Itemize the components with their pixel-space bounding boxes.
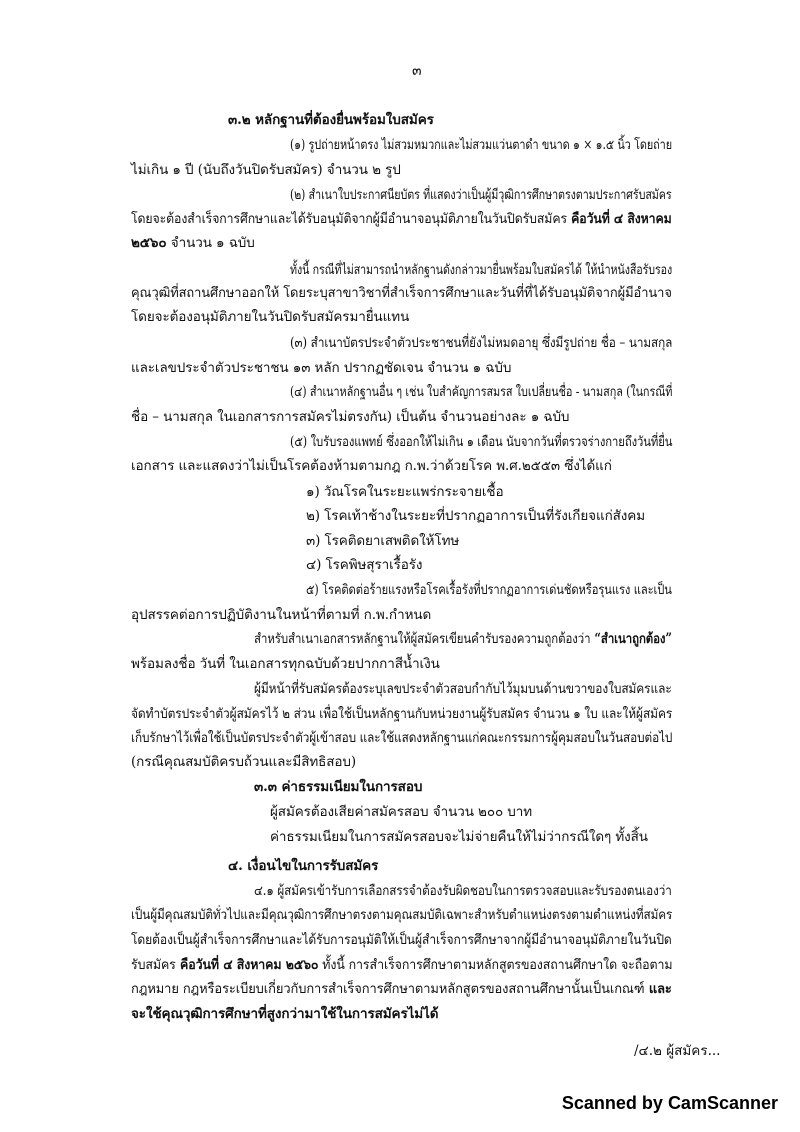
line-text: ๓.๓ ค่าธรรมเนียมในการสอบ: [254, 779, 423, 795]
line-text: อุปสรรคต่อการปฏิบัติงานในหน้าที่ตามที่ ก.พ.กำหนด: [131, 607, 432, 623]
line-text: ๓) โรคติดยาเสพติดให้โทษ: [306, 533, 460, 549]
emphasis-text: “สำเนาถูกต้อง”: [590, 631, 672, 647]
line-text: เป็นผู้มีคุณสมบัติทั่วไปและมีคุณวุฒิการศึกษาตรงตามคุณสมบัติเฉพาะสำหรับตำแหน่งตรงตามตำแหน่งที่สมัคร: [131, 907, 673, 923]
line-text: สำหรับสำเนาเอกสารหลักฐานให้ผู้สมัครเขียนคำรับรองความถูกต้องว่า: [254, 631, 591, 647]
line-text: ผู้มีหน้าที่รับสมัครต้องระบุเลขประจำตัวสอบกำกับไว้มุมบนด้านขวาของใบสมัครและ: [254, 681, 672, 697]
text-line: [131, 210, 672, 228]
text-line: [131, 408, 569, 426]
text-line: [290, 261, 672, 279]
line-text-tail: จำนวน ๑ ฉบับ: [166, 235, 255, 251]
text-line: [290, 433, 672, 451]
text-line: [270, 803, 532, 821]
next-page-reference: /๔.๒ ผู้สมัคร...: [634, 1043, 721, 1059]
scanner-watermark: Scanned by CamScanner: [561, 1093, 778, 1113]
text-line: [270, 828, 648, 846]
text-line: [131, 359, 511, 377]
emphasis-text: คือวันที่ ๔ สิงหาคม ๒๕๖๐: [175, 957, 319, 973]
text-line: [131, 655, 440, 673]
text-line: [131, 234, 255, 252]
section-heading: [228, 111, 434, 129]
text-line: [131, 1005, 438, 1023]
text-line: [131, 457, 612, 475]
line-text: ๔) โรคพิษสุราเรื้อรัง: [306, 557, 423, 573]
text-line: [290, 186, 672, 204]
line-text: ๑) วัณโรคในระยะแพร่กระจายเชื้อ: [306, 484, 504, 500]
text-line: [254, 630, 672, 648]
emphasis-text: คือวันที่ ๔ สิงหาคม: [566, 211, 672, 227]
line-text: (๒) สำเนาใบประกาศนียบัตร ที่แสดงว่าเป็นผู้มีวุฒิการศึกษาตรงตามประกาศรับสมัคร: [290, 187, 672, 203]
text-line: [306, 532, 459, 550]
emphasis-text: และ: [644, 981, 672, 997]
text-line: [131, 956, 672, 974]
line-text: ๔.๑ ผู้สมัครเข้ารับการเลือกสรรจำต้องรับผิดชอบในการตรวจสอบและรับรองตนเองว่า: [254, 883, 672, 899]
text-line: [306, 581, 672, 599]
line-text: โดยจะต้องสำเร็จการศึกษาและได้รับอนุมัติจากผู้มีอำนาจอนุมัติภายในวันปิดรับสมัคร: [131, 211, 567, 227]
line-text: (๕) ใบรับรองแพทย์ ซึ่งออกให้ไม่เกิน ๑ เดือน นับจากวันที่ตรวจร่างกายถึงวันที่ยื่น: [290, 434, 673, 450]
text-line: [131, 606, 431, 624]
section-heading: [254, 778, 422, 796]
line-text: และเลขประจำตัวประชาชน ๑๓ หลัก ปรากฏชัดเจน จำนวน ๑ ฉบับ: [131, 360, 512, 376]
line-text: ทั้งนี้ กรณีที่ไม่สามารถนำหลักฐานดังกล่าวมายื่นพร้อมใบสมัครได้ ให้นำหนังสือรับรอง: [290, 262, 673, 278]
line-text: ๔. เงื่อนไขในการรับสมัคร: [228, 858, 379, 874]
line-text: เอกสาร และแสดงว่าไม่เป็นโรคต้องห้ามตามกฎ ก.พ.ว่าด้วยโรค พ.ศ.๒๕๕๓ ซึ่งได้แก่: [131, 458, 612, 474]
line-text: ชื่อ – นามสกุล ในเอกสารการสมัครไม่ตรงกัน) เป็นต้น จำนวนอย่างละ ๑ ฉบับ: [131, 409, 570, 425]
line-text: (กรณีคุณสมบัติครบถ้วนและมีสิทธิสอบ): [131, 754, 357, 770]
text-line: [131, 931, 672, 949]
text-line: [290, 136, 672, 154]
text-line: [290, 334, 672, 352]
line-text: เก็บรักษาไว้เพื่อใช้เป็นบัตรประจำตัวผู้เข้าสอบ และใช้แสดงหลักฐานแก่คณะกรรมการผู้คุมสอบในวันสอบต่อไป: [131, 730, 673, 746]
text-line: [131, 705, 672, 723]
section-heading: [228, 857, 378, 875]
text-line: [131, 906, 672, 924]
line-text: ๕) โรคติดต่อร้ายแรงหรือโรคเรื้อรังที่ปรากฏอาการเด่นชัดหรือรุนแรง และเป็น: [306, 582, 672, 598]
text-line: [306, 556, 422, 574]
emphasis-text: จะใช้คุณวุฒิการศึกษาที่สูงกว่ามาใช้ในการสมัครไม่ได้: [131, 1006, 439, 1022]
line-text: (๑) รูปถ่ายหน้าตรง ไม่สวมหมวกและไม่สวมแว่นตาดำ ขนาด ๑ × ๑.๕ นิ้ว โดยถ่าย: [290, 137, 672, 153]
line-text: จัดทำบัตรประจำตัวผู้สมัครไว้ ๒ ส่วน เพื่อใช้เป็นหลักฐานกับหน่วยงานผู้รับสมัคร จำนวน ๑ ใบ และให้ผู้สมัคร: [131, 706, 673, 722]
text-line: [306, 483, 503, 501]
text-line: [131, 753, 356, 771]
line-text: (๓) สำเนาบัตรประจำตัวประชาชนที่ยังไม่หมดอายุ ซึ่งมีรูปถ่าย ชื่อ – นามสกุล: [290, 335, 673, 351]
line-text: ค่าธรรมเนียมในการสมัครสอบจะไม่จ่ายคืนให้ไม่ว่ากรณีใดๆ ทั้งสิ้น: [270, 829, 648, 845]
page-number: ๓: [412, 63, 422, 79]
line-text: ๒) โรคเท้าช้างในระยะที่ปรากฏอาการเป็นที่รังเกียจแก่สังคม: [306, 508, 646, 524]
line-text: คุณวุฒิที่สถานศึกษาออกให้ โดยระบุสาขาวิชาที่สำเร็จการศึกษาและวันที่ที่ได้รับอนุมัติจากผู้มีอำนาจ: [131, 285, 672, 301]
line-text: ผู้สมัครต้องเสียค่าสมัครสอบ จำนวน ๒๐๐ บาท: [270, 804, 533, 820]
emphasis-text: ๒๕๖๐: [131, 235, 167, 251]
text-line: [131, 161, 401, 179]
line-text: ไม่เกิน ๑ ปี (นับถึงวันปิดรับสมัคร) จำนวน ๒ รูป: [131, 162, 401, 178]
line-text: (๔) สำเนาหลักฐานอื่น ๆ เช่น ใบสำคัญการสมรส ใบเปลี่ยนชื่อ - นามสกุล (ในกรณีที่: [290, 384, 673, 400]
line-text: โดยจะต้องอนุมัติภายในวันปิดรับสมัครมายื่นแทน: [131, 309, 410, 325]
text-line: [254, 882, 672, 900]
text-line: [254, 680, 672, 698]
text-line: [131, 729, 672, 747]
text-line: [131, 308, 409, 326]
line-text: พร้อมลงชื่อ วันที่ ในเอกสารทุกฉบับด้วยปากกาสีน้ำเงิน: [131, 656, 440, 672]
text-line: [131, 284, 672, 302]
text-line: [290, 383, 672, 401]
text-line: [131, 980, 672, 998]
line-text-tail: ทั้งนี้ การสำเร็จการศึกษาตามหลักสูตรของสถานศึกษาใด จะถือตาม: [318, 957, 673, 973]
text-line: [306, 507, 645, 525]
line-text: รับสมัคร: [131, 957, 176, 973]
line-text: ๓.๒ หลักฐานที่ต้องยื่นพร้อมใบสมัคร: [228, 112, 434, 128]
line-text: โดยต้องเป็นผู้สำเร็จการศึกษาและได้รับการอนุมัติให้เป็นผู้สำเร็จการศึกษาจากผู้มีอำนาจอนุมัติภายในวันปิด: [131, 932, 672, 948]
line-text: กฎหมาย กฎหรือระเบียบเกี่ยวกับการสำเร็จการศึกษาตามหลักสูตรของสถานศึกษานั้นเป็นเกณฑ์: [131, 981, 645, 997]
